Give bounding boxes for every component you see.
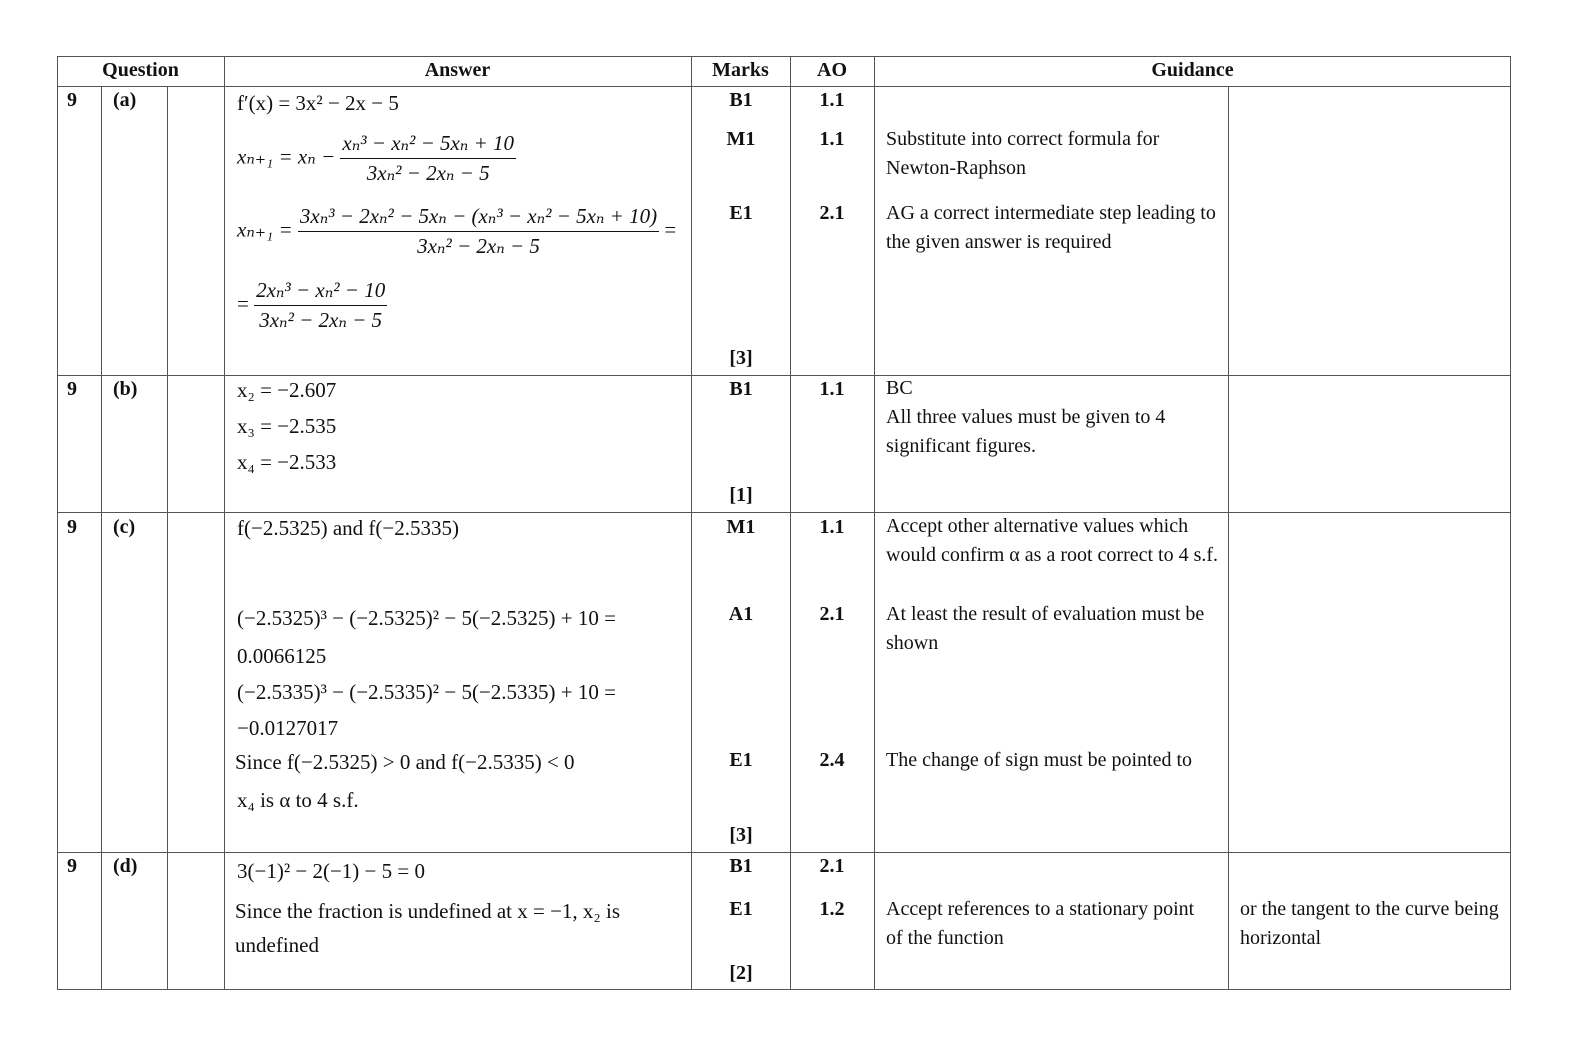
guidance-text: BC All three values must be given to 4 significant figures. <box>886 377 1166 457</box>
answer-line: f(−2.5325) and f(−2.5335) <box>237 516 459 540</box>
answer-line: undefined <box>235 933 319 957</box>
col-divider <box>167 86 168 990</box>
question-number: 9 <box>67 516 77 538</box>
question-part: (c) <box>113 516 136 538</box>
fraction <box>298 204 659 259</box>
answer-line: (−2.5325)³ − (−2.5325)² − 5(−2.5325) + 10 = <box>237 606 616 630</box>
mark-code: B1 <box>729 855 753 877</box>
answer-fraction-line <box>237 278 387 333</box>
fraction-lhs: = <box>237 291 249 316</box>
mark-total: [1] <box>729 484 753 506</box>
guidance-text: Accept other alternative values which would confirm α as a root correct to 4 s.f. <box>886 515 1219 566</box>
fraction-numerator: xₙ³ − xₙ² − 5xₙ + 10 <box>340 131 516 159</box>
header-question: Question <box>102 59 179 81</box>
answer-line: x₄ = −2.533 <box>237 450 337 474</box>
answer-line: 0.0066125 <box>237 644 327 668</box>
mark-code: B1 <box>729 378 753 400</box>
mark-scheme-table <box>57 56 1511 990</box>
header-divider <box>57 86 1511 87</box>
col-divider <box>1228 86 1229 990</box>
answer-fraction-line <box>237 204 676 259</box>
question-part: (b) <box>113 378 138 400</box>
mark-code: A1 <box>728 603 754 625</box>
col-divider <box>874 56 875 990</box>
fraction-denominator: 3xₙ² − 2xₙ − 5 <box>366 161 490 185</box>
guidance-text: The change of sign must be pointed to <box>886 749 1193 771</box>
answer-line: (−2.5335)³ − (−2.5335)² − 5(−2.5335) + 10 = <box>237 680 616 704</box>
mark-code: B1 <box>729 89 753 111</box>
row-divider <box>57 512 1511 513</box>
ao-code: 1.1 <box>819 378 845 400</box>
guidance-extra-text: or the tangent to the curve being horizontal <box>1240 898 1499 949</box>
mark-code: M1 <box>726 128 756 150</box>
mark-code: E1 <box>729 749 753 771</box>
fraction-lhs: xₙ₊₁ = <box>237 217 293 242</box>
answer-line: Since f(−2.5325) > 0 and f(−2.5335) < 0 <box>235 750 575 774</box>
mark-code: E1 <box>729 202 753 224</box>
header-marks: Marks <box>712 59 769 81</box>
answer-line: x₄ is α to 4 s.f. <box>237 788 359 812</box>
fraction-numerator: 2xₙ³ − xₙ² − 10 <box>254 278 387 306</box>
fraction-numerator: 3xₙ³ − 2xₙ² − 5xₙ − (xₙ³ − xₙ² − 5xₙ + 10) <box>298 204 659 232</box>
row-divider <box>57 852 1511 853</box>
ao-code: 1.1 <box>819 516 845 538</box>
guidance-text: AG a correct intermediate step leading to the given answer is required <box>886 202 1216 253</box>
question-part: (a) <box>113 89 137 111</box>
answer-line: f′(x) = 3x² − 2x − 5 <box>237 91 399 115</box>
header-answer: Answer <box>424 59 491 81</box>
answer-line: x₃ = −2.535 <box>237 414 337 438</box>
col-divider <box>224 56 225 990</box>
guidance-text: Accept references to a stationary point of the function <box>886 898 1195 949</box>
answer-line: Since the fraction is undefined at x = −1, x₂ is <box>235 899 621 923</box>
question-part: (d) <box>113 855 138 877</box>
answer-line: 3(−1)² − 2(−1) − 5 = 0 <box>237 859 425 883</box>
ao-code: 1.1 <box>819 89 845 111</box>
mark-total: [3] <box>729 824 753 846</box>
header-ao: AO <box>817 59 847 81</box>
ao-code: 2.1 <box>819 855 845 877</box>
question-number: 9 <box>67 855 77 877</box>
question-number: 9 <box>67 378 77 400</box>
guidance-text: At least the result of evaluation must be shown <box>886 603 1205 654</box>
mark-code: E1 <box>729 898 753 920</box>
fraction-lhs: xₙ₊₁ = xₙ − <box>237 144 336 169</box>
mark-code: M1 <box>726 516 756 538</box>
ao-code: 2.1 <box>819 202 845 224</box>
fraction-denominator: 3xₙ² − 2xₙ − 5 <box>259 308 383 332</box>
mark-total: [2] <box>729 962 753 984</box>
ao-code: 2.4 <box>819 749 845 771</box>
ao-code: 1.2 <box>819 898 845 920</box>
answer-fraction-line <box>237 131 516 186</box>
equals-sign: = <box>664 217 677 242</box>
question-number: 9 <box>67 89 77 111</box>
col-divider <box>101 86 102 990</box>
fraction-denominator: 3xₙ² − 2xₙ − 5 <box>417 234 540 258</box>
guidance-text: Substitute into correct formula for Newton-Raphson <box>886 128 1160 179</box>
row-divider <box>57 375 1511 376</box>
fraction <box>340 131 516 186</box>
answer-line: −0.0127017 <box>237 716 339 740</box>
mark-total: [3] <box>729 347 753 369</box>
answer-line: x₂ = −2.607 <box>237 378 337 402</box>
ao-code: 1.1 <box>819 128 845 150</box>
ao-code: 2.1 <box>819 603 845 625</box>
fraction <box>254 278 387 333</box>
header-guidance: Guidance <box>1151 59 1234 81</box>
